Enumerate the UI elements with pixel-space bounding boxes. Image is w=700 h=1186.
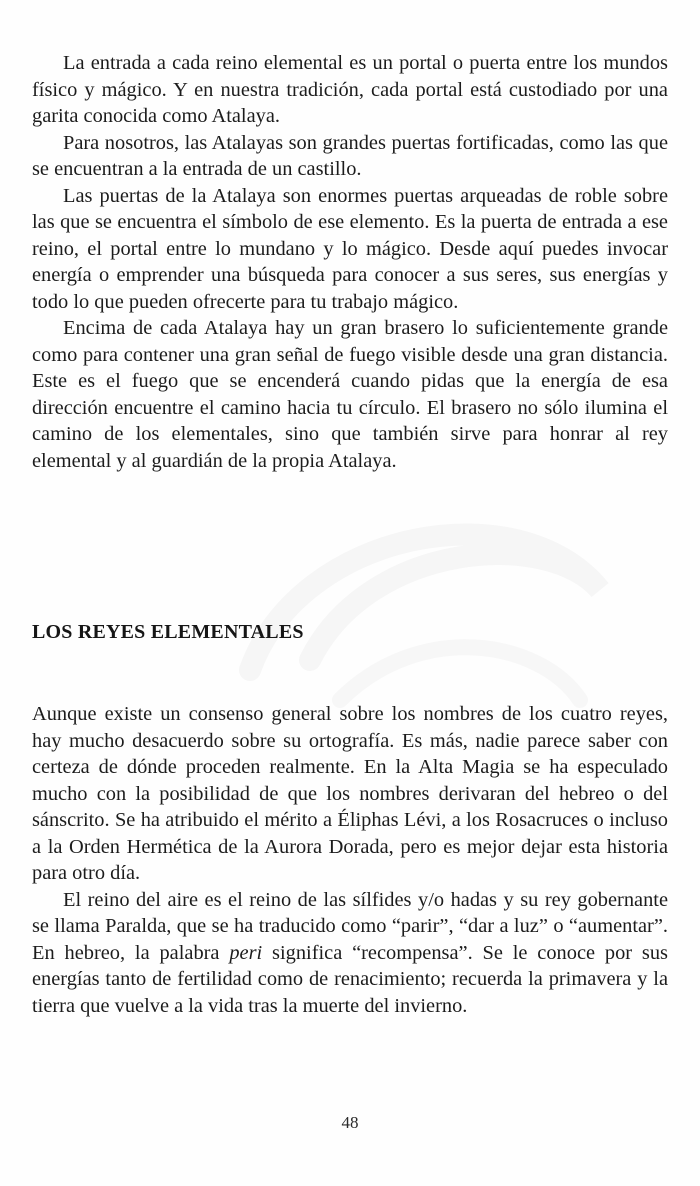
paragraph-air-text-end: significa “recompensa”. Se le conoce por sus energías tanto de fertilidad como de renacimiento; recuerda la primavera y la tierra que vuelve a la vida tras la muerte del invierno.: [32, 941, 668, 1017]
text-block-elemental-kings: [32, 701, 668, 1019]
text-block-atalayas: [32, 50, 668, 474]
paragraph-kings-names: Aunque existe un consenso general sobre los nombres de los cuatro reyes, hay mucho desacuerdo sobre su ortografía. Es más, nadie parece saber con certeza de dónde proceden realmente. En la Alta Magia se ha especulado mucho con la posibilidad de que los nombres derivaran del hebreo o del sánscrito. Se ha atribuido el mérito a Éliphas Lévi, a los Rosacruces o incluso a la Orden Hermética de la Aurora Dorada, pero es mejor dejar esta historia para otro día.: [32, 703, 668, 884]
italic-word-peri: peri: [229, 941, 263, 964]
paragraph-brazier: Encima de cada Atalaya hay un gran brasero lo suficientemente grande como para contener una gran señal de fuego visible desde una gran distancia. Este es el fuego que se encenderá cuando pidas que la energía de esa dirección encuentre el camino hacia tu círculo. El brasero no sólo ilumina el camino de los elementales, sino que también sirve para honrar al rey elemental y al guardián de la propia Atalaya.: [32, 317, 668, 472]
paragraph-air-kingdom: [32, 887, 668, 1020]
paragraph-portal: La entrada a cada reino elemental es un portal o puerta entre los mundos físico y mágico. Y en nuestra tradición, cada portal está custodiado por una garita conocida como Atalaya.: [32, 52, 668, 127]
paragraph-air-text-start: El reino del aire es el reino de las sílfides y/o hadas y su rey gobernante se llama Paralda, que se ha traducido como “parir”, “dar a luz” o “aumentar”. En hebreo, la palabra: [32, 888, 668, 964]
paragraph-oak-doors: Las puertas de la Atalaya son enormes puertas arqueadas de roble sobre las que se encuentra el símbolo de ese elemento. Es la puerta de entrada a ese reino, el portal entre lo mundano y lo mágico. Desde aquí puedes invocar energía o emprender una búsqueda para conocer a sus seres, sus energías y todo lo que pueden ofrecerte para tu trabajo mágico.: [32, 184, 668, 313]
paragraph-fortified-gates: Para nosotros, las Atalayas son grandes puertas fortificadas, como las que se encuentran a la entrada de un castillo.: [32, 131, 668, 180]
page-number: 48: [341, 1113, 359, 1132]
section-heading: LOS REYES ELEMENTALES: [32, 621, 304, 643]
background-watermark-swirl: [220, 470, 640, 730]
